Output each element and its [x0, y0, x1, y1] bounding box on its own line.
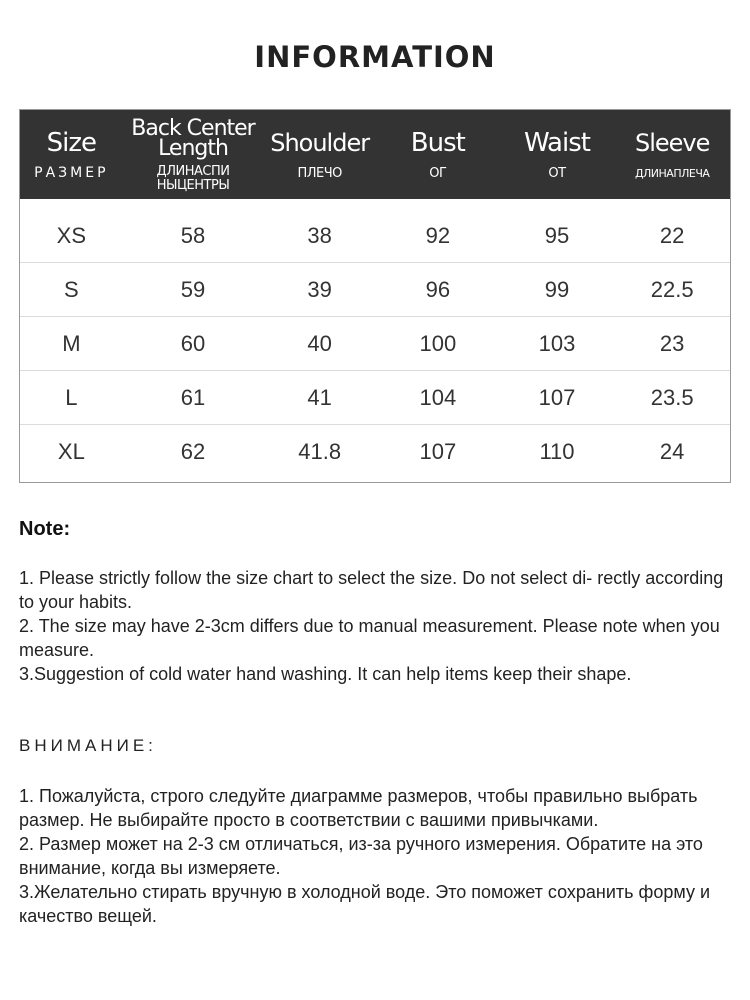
- russian-note-line: 2. Размер может на 2-3 см отличаться, из-за ручного измерения. Обратите на это внимание, когда вы измеряете.: [19, 834, 703, 878]
- note-title: Note:: [19, 518, 71, 540]
- header-size-en: Size: [46, 128, 97, 158]
- header-shoulder-ru: ПЛЕЧО: [297, 166, 342, 181]
- table-cell: S: [64, 276, 79, 302]
- header-back-center-length-ru: ДЛИНАСПИ НЫЦЕНТРЫ: [156, 163, 230, 193]
- header-sleeve-ru: ДЛИНАПЛЕЧА: [634, 167, 710, 180]
- table-cell: 59: [180, 276, 206, 302]
- table-cell: 110: [539, 439, 575, 464]
- table-cell: XL: [57, 439, 85, 464]
- russian-note-title: ВНИМАНИЕ:: [19, 736, 157, 755]
- note-line: 2. The size may have 2-3cm differs due to manual measurement. Please note when you measure.: [19, 616, 720, 660]
- table-cell: 60: [180, 330, 206, 356]
- table-cell: 99: [544, 276, 570, 302]
- header-size-ru: РАЗМЕР: [34, 165, 109, 181]
- header-back-center-length-en: Back Center Length: [131, 115, 255, 161]
- header-bust-en: Bust: [410, 128, 465, 158]
- table-cell: 62: [180, 439, 206, 464]
- header-sleeve-en: Sleeve: [634, 129, 710, 157]
- table-cell: 24: [659, 439, 685, 464]
- table-row: [20, 209, 730, 263]
- header-size: [20, 110, 123, 199]
- table-cell: XS: [56, 222, 87, 248]
- table-cell: 58: [180, 222, 206, 248]
- table-cell: 92: [425, 222, 451, 248]
- table-row: [20, 425, 730, 479]
- table-cell: 40: [307, 330, 332, 356]
- header-waist-en: Waist: [524, 128, 590, 158]
- table-header: [20, 110, 730, 199]
- table-cell: 103: [538, 330, 576, 356]
- table-cell: 39: [307, 276, 332, 302]
- table-cell: 100: [419, 330, 457, 356]
- page-title: INFORMATION: [254, 40, 496, 74]
- note-line: 1. Please strictly follow the size chart to select the size. Do not select di- rectly according to your habits.: [19, 568, 724, 612]
- header-back-center-length: [123, 110, 264, 199]
- table-cell: 41: [307, 384, 332, 410]
- header-shoulder-en: Shoulder: [270, 129, 370, 157]
- table-cell: 104: [419, 384, 457, 410]
- table-row: [20, 317, 730, 371]
- header-sleeve: [614, 110, 730, 199]
- header-shoulder: [263, 110, 376, 199]
- note-body: [19, 566, 734, 686]
- table-cell: 95: [544, 222, 570, 248]
- russian-note-line: 1. Пожалуйста, строго следуйте диаграмме размеров, чтобы правильно выбрать размер. Не выбирайте просто в соответствии с вашими привычками.: [19, 786, 698, 830]
- table-cell: 23: [659, 330, 685, 356]
- note-line: 3.Suggestion of cold water hand washing. It can help items keep their shape.: [19, 664, 632, 684]
- table-body: [20, 199, 730, 479]
- table-cell: 107: [419, 439, 457, 464]
- table-cell: L: [65, 384, 78, 410]
- table-cell: 61: [180, 384, 206, 410]
- russian-note-body: [19, 784, 734, 928]
- table-cell: M: [62, 330, 81, 356]
- header-waist: [500, 110, 615, 199]
- table-row: [20, 263, 730, 317]
- table-cell: 41.8: [298, 439, 342, 464]
- table-cell: 107: [538, 384, 576, 410]
- table-cell: 96: [425, 276, 451, 302]
- size-chart-table: [19, 109, 731, 483]
- header-bust-ru: ОГ: [429, 166, 447, 181]
- table-row: [20, 371, 730, 425]
- table-cell: 23.5: [650, 384, 694, 410]
- table-cell: 22.5: [650, 276, 694, 302]
- header-bust: [376, 110, 500, 199]
- table-cell: 22: [659, 222, 685, 248]
- russian-note-line: 3.Желательно стирать вручную в холодной воде. Это поможет сохранить форму и качество вещей.: [19, 882, 711, 926]
- table-cell: 38: [307, 222, 332, 248]
- header-waist-ru: ОТ: [548, 166, 566, 181]
